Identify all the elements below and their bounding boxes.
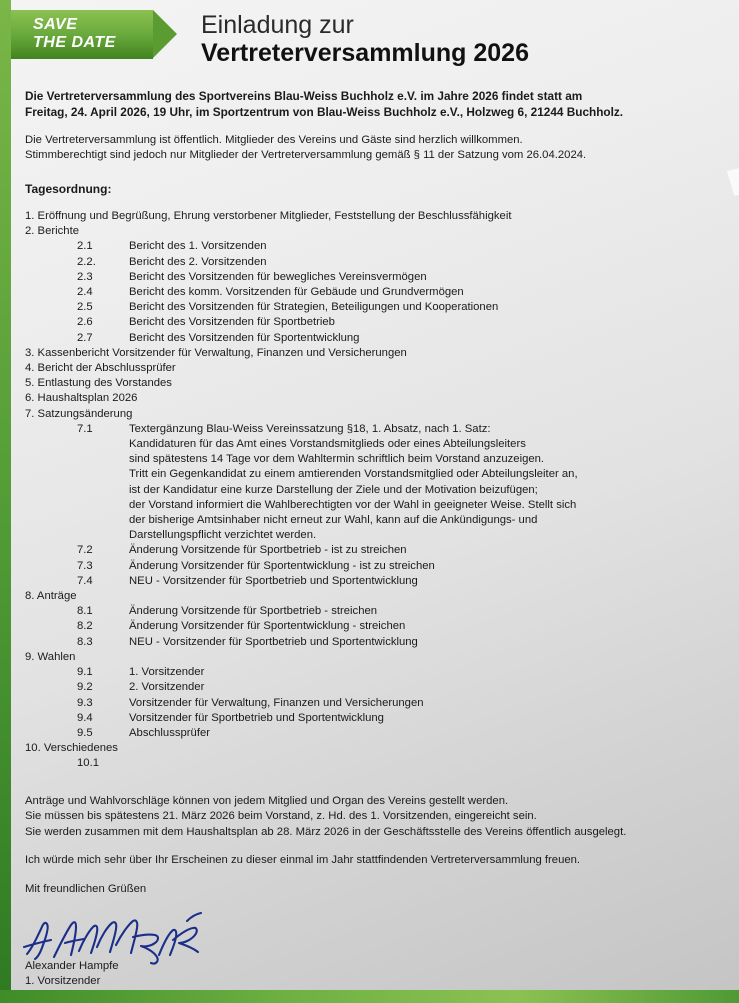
agenda-item-number: 2.6 xyxy=(77,316,93,329)
agenda-item-text: 2. Berichte xyxy=(25,225,80,238)
agenda-item xyxy=(25,361,717,376)
signature-block xyxy=(25,911,717,988)
agenda-subitem xyxy=(25,255,717,270)
agenda-item-number: 2.1 xyxy=(77,240,93,253)
intro-line-2: Stimmberechtigt sind jedoch nur Mitglieder der Vertreterversammlung gemäß § 11 der Satzung vom 26.04.2024. xyxy=(25,149,587,161)
page-title xyxy=(201,10,529,68)
closing-paragraphs xyxy=(25,794,717,898)
agenda-item-text: 6. Haushaltsplan 2026 xyxy=(25,392,138,405)
agenda-item-number: 7.4 xyxy=(77,574,93,587)
title-line-2: Vertreterversammlung 2026 xyxy=(201,39,529,67)
agenda-subitem xyxy=(25,680,717,695)
agenda-subitem xyxy=(25,726,717,741)
agenda-subitem xyxy=(25,300,717,315)
agenda-list xyxy=(25,209,717,772)
agenda-item xyxy=(25,209,717,224)
agenda-item xyxy=(25,407,717,422)
agenda-item-text: 10. Verschiedenes xyxy=(25,742,118,755)
agenda-detail-line: ist der Kandidatur eine kurze Darstellung der Ziele und der Motivation beizufügen; xyxy=(129,483,538,496)
agenda-item xyxy=(25,650,717,665)
agenda-item-text: 1. Eröffnung und Begrüßung, Ehrung verstorbener Mitglieder, Feststellung der Beschlussfähigkeit xyxy=(25,210,512,222)
badge-line-1: SAVE xyxy=(33,16,78,33)
agenda-item-text: Bericht des Vorsitzenden für Strategien, Beteiligungen und Kooperationen xyxy=(129,301,499,314)
agenda-item-text: 7. Satzungsänderung xyxy=(25,407,133,420)
agenda-item-number: 2.5 xyxy=(77,301,93,314)
intro-paragraph xyxy=(25,133,717,163)
agenda-heading: Tagesordnung: xyxy=(25,182,112,196)
agenda-item xyxy=(25,741,717,756)
agenda-item-number: 2.4 xyxy=(77,286,93,299)
closing-line-3: Sie werden zusammen mit dem Haushaltsplan ab 28. März 2026 in der Geschäftsstelle des Vereins öffentlich ausgelegt. xyxy=(25,825,627,838)
agenda-item xyxy=(25,589,717,604)
agenda-item-text: Bericht des komm. Vorsitzenden für Gebäude und Grundvermögen xyxy=(129,286,464,299)
signature-name: Alexander Hampfe xyxy=(25,960,119,973)
lead-line-1: Die Vertreterversammlung des Sportvereins Blau-Weiss Buchholz e.V. im Jahre 2026 findet statt am xyxy=(25,89,583,103)
agenda-subitem xyxy=(25,574,717,589)
agenda-subitem xyxy=(25,239,717,254)
save-the-date-badge xyxy=(11,10,153,59)
agenda-subitem xyxy=(25,711,717,726)
agenda-item-number: 2.7 xyxy=(77,331,93,344)
agenda-item-text: Vorsitzender für Sportbetrieb und Sportentwicklung xyxy=(129,711,384,724)
agenda-item-text: 1. Vorsitzender xyxy=(129,666,205,679)
spacer-2 xyxy=(25,869,717,882)
agenda-subitem xyxy=(25,665,717,680)
agenda-subitem xyxy=(25,270,717,285)
agenda-item-text: Bericht des 1. Vorsitzenden xyxy=(129,240,267,253)
agenda-subitem xyxy=(25,559,717,574)
agenda-detail-line: Tritt ein Gegenkandidat zu einem amtierenden Vorstandsmitglied oder Abteilungsleiter an, xyxy=(129,468,578,481)
agenda-item-text: NEU - Vorsitzender für Sportbetrieb und Sportentwicklung xyxy=(129,635,418,648)
agenda-item-number: 9.5 xyxy=(77,726,93,739)
agenda-subitem xyxy=(25,619,717,634)
agenda-item-text: NEU - Vorsitzender für Sportbetrieb und Sportentwicklung xyxy=(129,574,418,587)
agenda-subitem xyxy=(25,331,717,346)
agenda-item-detail xyxy=(129,437,717,543)
agenda-item-text: Textergänzung Blau-Weiss Vereinssatzung §18, 1. Absatz, nach 1. Satz: Kandidaturen für das Amt eines Vorstandsmitglieds oder eines Abteilungsleiters sind spätestens 14 Tage vor dem Wahltermin schriftlich beim Vorstand anzuzeigen. Tritt ein Gegenkandidat zu einem amtierenden Vorstandsmitglied oder Abteilungsleiter an, ist der Kandidatur eine kurze Darstellung der Ziele und der Motivation beizufügen; der Vorstand informiert die Wahlberechtigten vor der Wahl in geeigneter Weise. Stellt sich der bisherige Amtsinhaber nicht erneut zur Wahl, kann auf die Ankündigungs- und Darstellungspflicht verzichtet werden. xyxy=(129,422,717,544)
agenda-item-text: Bericht des 2. Vorsitzenden xyxy=(129,255,267,268)
agenda-item-number: 9.2 xyxy=(77,681,93,694)
agenda-item-text: 4. Bericht der Abschlussprüfer xyxy=(25,362,176,375)
agenda-detail-line: sind spätestens 14 Tage vor dem Wahltermin schriftlich beim Vorstand anzuzeigen. xyxy=(129,453,545,466)
agenda-subitem xyxy=(25,756,717,771)
agenda-item-text: 5. Entlastung des Vorstandes xyxy=(25,377,172,390)
agenda-subitem xyxy=(25,543,717,558)
page-header xyxy=(0,0,739,68)
agenda-item-text: 8. Anträge xyxy=(25,590,77,603)
signature-role: 1. Vorsitzender xyxy=(25,975,101,988)
agenda-item-text: Abschlussprüfer xyxy=(129,726,210,739)
agenda-item-number: 2.2. xyxy=(77,255,96,268)
lead-paragraph xyxy=(25,88,717,120)
agenda-item-text: Änderung Vorsitzende für Sportbetrieb - streichen xyxy=(129,605,378,618)
agenda-item xyxy=(25,224,717,239)
agenda-item-number: 7.2 xyxy=(77,544,93,557)
agenda-item-text: Vorsitzender für Verwaltung, Finanzen und Versicherungen xyxy=(129,696,424,709)
agenda-item-text: 9. Wahlen xyxy=(25,650,76,663)
agenda-item-number: 2.3 xyxy=(77,270,93,283)
lead-line-2: Freitag, 24. April 2026, 19 Uhr, im Sportzentrum von Blau-Weiss Buchholz e.V., Holzweg 6, 21244 Buchholz. xyxy=(25,105,624,119)
agenda-subitem xyxy=(25,696,717,711)
agenda-item-text: 3. Kassenbericht Vorsitzender für Verwaltung, Finanzen und Versicherungen xyxy=(25,346,407,359)
agenda-item-number: 8.3 xyxy=(77,635,93,648)
agenda-item-text: Bericht des Vorsitzenden für Sportentwicklung xyxy=(129,331,360,344)
agenda-item-number: 10.1 xyxy=(77,757,99,770)
agenda-item xyxy=(25,376,717,391)
agenda-subitem xyxy=(25,635,717,650)
agenda-subitem xyxy=(25,604,717,619)
closing-line-4: Ich würde mich sehr über Ihr Erscheinen zu dieser einmal im Jahr stattfindenden Vertreterversammlung freuen. xyxy=(25,854,581,867)
closing-line-1: Anträge und Wahlvorschläge können von jedem Mitglied und Organ des Vereins gestellt werden. xyxy=(25,794,509,807)
agenda-item xyxy=(25,391,717,406)
agenda-item-number: 8.1 xyxy=(77,605,93,618)
agenda-item-text: Bericht des Vorsitzenden für bewegliches Vereinsvermögen xyxy=(129,270,427,283)
agenda-item-number: 9.1 xyxy=(77,666,93,679)
agenda-item-text: Bericht des Vorsitzenden für Sportbetrieb xyxy=(129,316,335,329)
closing-line-2: Sie müssen bis spätestens 21. März 2026 beim Vorstand, z. Hd. des 1. Vorsitzenden, eingereicht sein. xyxy=(25,810,537,823)
agenda-detail-line: Kandidaturen für das Amt eines Vorstandsmitglieds oder eines Abteilungsleiters xyxy=(129,438,526,451)
agenda-item xyxy=(25,346,717,361)
spacer xyxy=(25,840,717,853)
agenda-item-text xyxy=(129,756,717,771)
document-content xyxy=(0,88,739,988)
agenda-item-number: 9.4 xyxy=(77,711,93,724)
agenda-item-number: 9.3 xyxy=(77,696,93,709)
title-line-1: Einladung zur xyxy=(201,11,354,39)
intro-line-1: Die Vertreterversammlung ist öffentlich. Mitglieder des Vereins und Gäste sind herzlich willkommen. xyxy=(25,134,523,146)
agenda-item-number: 8.2 xyxy=(77,620,93,633)
agenda-subitem xyxy=(25,315,717,330)
agenda-detail-line: der Vorstand informiert die Wahlberechtigten vor der Wahl in geeigneter Weise. Stellt sich xyxy=(129,498,577,511)
badge-line-2: THE DATE xyxy=(33,34,116,51)
agenda-item-text: Änderung Vorsitzender für Sportentwicklung - ist zu streichen xyxy=(129,559,435,572)
agenda-subitem xyxy=(25,285,717,300)
agenda-item-text: 2. Vorsitzender xyxy=(129,681,205,694)
agenda-item-text: Änderung Vorsitzende für Sportbetrieb - ist zu streichen xyxy=(129,544,407,557)
agenda-item-text: Änderung Vorsitzender für Sportentwicklung - streichen xyxy=(129,620,406,633)
bottom-green-bar xyxy=(0,990,739,1003)
agenda-item-number: 7.1 xyxy=(77,422,93,435)
closing-line-5: Mit freundlichen Grüßen xyxy=(25,882,147,895)
agenda-detail-line: Darstellungspflicht verzichtet werden. xyxy=(129,529,317,542)
agenda-detail-line: der bisherige Amtsinhaber nicht erneut zur Wahl, kann auf die Ankündigungs- und xyxy=(129,514,538,527)
agenda-subitem xyxy=(25,422,717,544)
agenda-item-number: 7.3 xyxy=(77,559,93,572)
